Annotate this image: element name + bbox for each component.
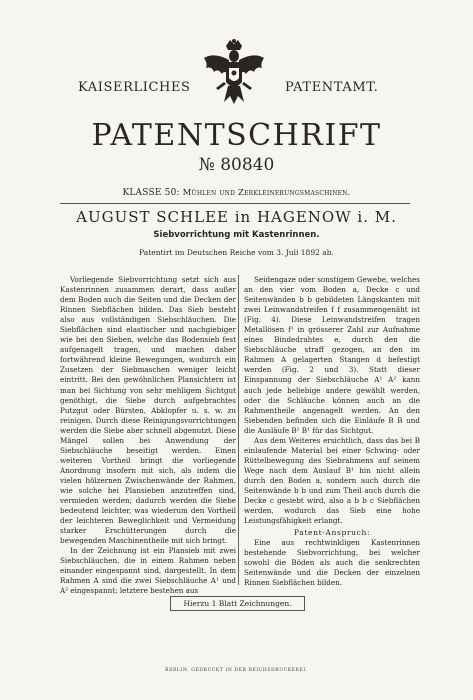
author-line: AUGUST SCHLEE in HAGENOW i. M. — [76, 208, 397, 226]
paragraph: In der Zeichnung ist ein Plansieb mit zwei Siebschläuchen, die in einem Rahmen neben einander eingespannt sind, dargestellt. In dem Rahmen A sind die zwei Siebschläuche A¹ und A² eingespannt; letztere bestehen aus — [60, 546, 236, 596]
divider-line — [60, 203, 410, 204]
header-right: PATENTAMT. — [285, 80, 379, 95]
class-text: Mühlen und Zerkleinerungsmaschinen. — [182, 188, 351, 198]
printer-imprint: BERLIN. GEDRUCKT IN DER REICHSDRUCKEREI. — [165, 668, 308, 673]
patent-number: № 80840 — [198, 155, 275, 175]
paragraph: Vorliegende Siebvorrichtung setzt sich aus Kastenrinnen zusammen derart, dass außer dem Boden auch die Seiten und die Decken der Rinnen Siebflächen bilden. Das Sieb besteht also aus vollständigen Siebschläuchen. Die Siebflächen sind elastischer und nachgiebiger wie bei den Sieben, welche das Bodensieb fest aufgenagelt tragen, und machen daher fortwährend kleine Bewegungen, wodurch ein Zusetzen der Siebmaschen weniger leicht eintritt. Bei den gewöhnlichen Plansichtern ist man bei Sichtung von sehr mehligem Sichtgut genöthigt, die Siebe durch aufgebrachtes Putzgut oder Bürsten, Abklopfer u. s. w. zu reinigen. Durch diese Reinigungsvorrichtungen werden die Siebe aber schnell abgenutzt. Diese Mängel sollen bei Anwendung der Siebschläuche beseitigt werden. Einen weiteren Vortheil bringt die vorliegende Anordnung insofern mit sich, als indem die vielen hölzernen Zwischenwände der Rahmen, wie solche bei Plansieben anzutreffen sind, vermieden werden; dadurch werden die Siebe bedeutend leichter, was wiederum den Vortheil der leichteren Beweglichkeit und Vermeidung starker Erschütterungen durch die bewegenden Maschinentheile mit sich bringt. — [60, 275, 236, 546]
claim-text: Eine aus rechtwinkligen Kastenrinnen bestehende Siebvorrichtung, bei welcher sowohl die Böden als auch die senkrechten Seitenwände und die Decken der einzelnen Rinnen Siebflächen bilden. — [244, 538, 420, 588]
paragraph: Seidengaze oder sonstigem Gewebe, welches an den vier vom Boden a, Decke c und Seitenwänden b b gebildeten Längskanten mit zwei Leinwandstreifen f f zusammengenäht ist (Fig. 4). Diese Leinwandstreifen tragen Metallösen f¹ in grösserer Zahl zur Aufnahme eines Bindedrahtes e, durch den die Siebschläuche straff gezogen, an den im Rahmen A gelagerten Stangen d befestigt werden (Fig. 2 und 3). Statt dieser Einspannung der Siebschläuche A¹ A² kann auch jede beliebige andere gewählt werden, oder die Schläuche können auch an die Rahmentheile angenagelt werden. An den Siebenden befinden sich die Einläufe B B und die Ausläufe B¹ B¹ für das Sichtgut. — [244, 275, 420, 435]
patent-class — [0, 188, 473, 198]
patent-subject: Siebvorrichtung mit Kastenrinnen. — [153, 230, 320, 240]
imperial-eagle-icon — [200, 38, 268, 118]
right-column — [244, 275, 420, 588]
document-title: PATENTSCHRIFT — [91, 118, 382, 153]
paragraph: Aus dem Weiteres ersichtlich, dass das bei B einlaufende Material bei einer Schwing- oder Rüttelbewegung des Siebrahmens auf seinem Wege nach dem Auslauf B¹ hin nicht allein durch den Boden a, sondern auch durch die Seitenwände b b und zum Theil auch durch die Decke c gesiebt wird, also a b b c Siebflächen werden, wodurch das Sieb eine hohe Leistungsfähigkeit erlangt. — [244, 435, 420, 526]
claim-heading: Patent-Anspruch: — [293, 528, 371, 538]
class-label: KLASSE 50: — [122, 188, 180, 198]
drawings-note: Hierzu 1 Blatt Zeichnungen. — [170, 596, 305, 611]
header-left: KAISERLICHES — [78, 80, 191, 95]
left-column — [60, 275, 236, 597]
patent-date: Patentirt im Deutschen Reiche vom 3. Juli 1892 ab. — [139, 248, 334, 257]
column-divider — [238, 275, 239, 585]
